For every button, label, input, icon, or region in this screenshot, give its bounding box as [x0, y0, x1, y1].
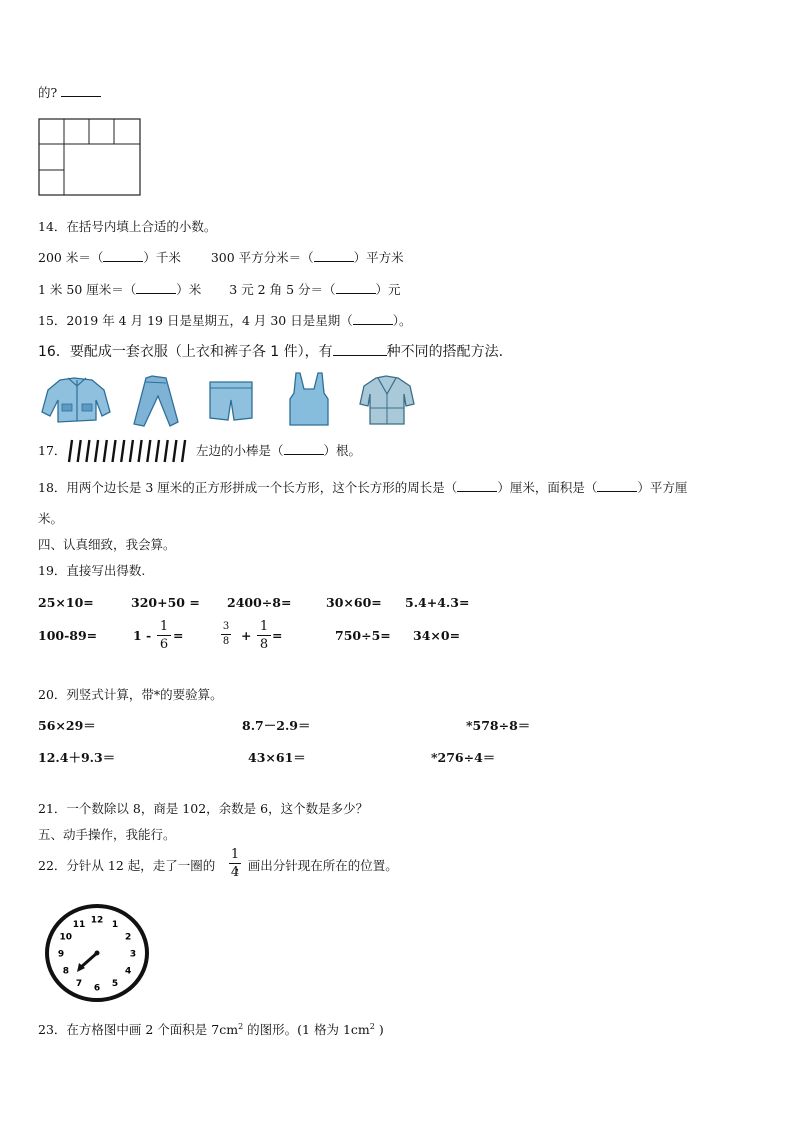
- calc-item: 25×10=: [38, 595, 94, 610]
- question-text: 23．在方格图中画 2 个面积是 7cm: [38, 1022, 239, 1038]
- jacket-image: [40, 374, 112, 426]
- clock-number: 6: [93, 983, 101, 994]
- clock-number: 3: [129, 949, 137, 960]
- question-16: [38, 343, 503, 360]
- fraction: [257, 619, 271, 652]
- fraction-denominator: 8: [259, 637, 269, 652]
- q14-item-c: 1 米 50 厘米＝（: [38, 282, 137, 297]
- question-text-mid: ）厘米，面积是（: [497, 480, 598, 495]
- calc-item: *578÷8＝: [466, 718, 531, 733]
- question-text: 16．要配成一套衣服（上衣和裤子各 1 件），有: [38, 344, 333, 360]
- sticks-image: [64, 437, 194, 465]
- calc-item: 5.4+4.3=: [405, 595, 470, 610]
- fraction-numerator: 1: [159, 619, 169, 634]
- question-17-number: 17．: [38, 443, 67, 458]
- fraction: [221, 621, 231, 648]
- question-text-end: 种不同的搭配方法.: [386, 344, 504, 360]
- calc-item: *276÷4＝: [431, 750, 496, 765]
- clock-number: 4: [125, 966, 132, 977]
- q14-item-b: 300 平方分米＝（: [210, 250, 314, 265]
- answer-blank[interactable]: [314, 250, 354, 262]
- question-14-title: 14．在括号内填上合适的小数。: [38, 219, 217, 234]
- question-18-line2: 米。: [38, 511, 64, 526]
- question-text-end: ，画出分针现在所在的位置。: [235, 858, 398, 873]
- superscript: 2: [369, 1022, 375, 1031]
- clock-number: 7: [75, 978, 83, 989]
- fraction-numerator: 3: [222, 621, 230, 632]
- calc-item: 34×0=: [413, 628, 461, 643]
- fraction-denominator: 6: [159, 637, 169, 652]
- clock-number: 5: [111, 978, 119, 989]
- answer-blank[interactable]: [336, 282, 376, 294]
- fraction: [229, 847, 241, 880]
- clock-number: 1: [111, 920, 119, 931]
- fraction-denominator: 4: [230, 865, 240, 880]
- fraction: [157, 619, 171, 652]
- fraction-numerator: 1: [259, 619, 269, 634]
- question-text-mid: 的图形。(1 格为 1cm: [243, 1022, 370, 1038]
- section-4-heading: 四、认真细致，我会算。: [38, 537, 176, 552]
- vest-image: [286, 371, 332, 427]
- question-text-end: ）根。: [323, 443, 362, 458]
- stick: [78, 440, 81, 462]
- stick: [139, 440, 142, 462]
- q14-item-b-unit: ）平方米: [353, 250, 404, 265]
- answer-blank[interactable]: [597, 480, 637, 492]
- q14-item-a: 200 米＝（: [38, 250, 104, 265]
- section-5-heading: 五、动手操作，我能行。: [38, 827, 176, 842]
- q14-item-d: 3 元 2 角 5 分＝（: [229, 282, 336, 297]
- stick: [113, 440, 116, 462]
- answer-blank[interactable]: [136, 282, 176, 294]
- calc-item: 100-89=: [38, 628, 98, 643]
- question-15: [38, 313, 412, 329]
- question-text: 22．分针从 12 起，走了一圈的: [38, 858, 216, 873]
- question-text-end: ）。: [392, 313, 412, 328]
- stick: [156, 440, 159, 462]
- stick: [165, 440, 168, 462]
- equals-sign: =: [272, 628, 283, 643]
- answer-blank[interactable]: [61, 84, 101, 97]
- clock-number: 12: [90, 915, 104, 926]
- question-text: 左边的小棒是（: [196, 443, 284, 458]
- clock-number: 10: [59, 932, 73, 943]
- question-14-row1: [38, 250, 404, 266]
- coat-image: [358, 374, 416, 428]
- trousers-image: [124, 374, 182, 428]
- question-text: 15．2019 年 4 月 19 日是星期五，4 月 30 日是星期（: [38, 313, 353, 328]
- clock-number: 8: [62, 966, 69, 977]
- calc-item: 56×29＝: [38, 718, 96, 733]
- fraction-numerator: 1: [230, 847, 240, 862]
- stick: [130, 440, 133, 462]
- calc-item: 1 -: [133, 628, 152, 643]
- answer-blank[interactable]: [284, 443, 324, 455]
- calc-item: 320+50 =: [131, 595, 200, 610]
- stick: [147, 440, 150, 462]
- question-22: [38, 858, 398, 874]
- calc-item: 8.7－2.9＝: [242, 718, 311, 733]
- calc-item: 12.4＋9.3＝: [38, 750, 116, 765]
- answer-blank[interactable]: [457, 480, 497, 492]
- equals-sign: =: [173, 628, 184, 643]
- calc-item: 43×61＝: [248, 750, 306, 765]
- superscript: 2: [238, 1022, 244, 1031]
- q14-item-a-unit: ）千米: [143, 250, 181, 265]
- stick: [95, 440, 98, 462]
- q14-item-d-unit: ）元: [375, 282, 401, 297]
- question-text-end: ): [374, 1022, 384, 1038]
- answer-blank[interactable]: [333, 343, 387, 356]
- q14-item-c-unit: ）米: [176, 282, 202, 297]
- question-14-row2: [38, 282, 401, 298]
- fraction-denominator: 8: [222, 636, 230, 647]
- answer-blank[interactable]: [353, 313, 393, 325]
- shorts-image: [206, 378, 256, 424]
- question-18: [38, 480, 687, 496]
- clock-number: 11: [72, 920, 86, 931]
- calc-item: 2400÷8=: [227, 595, 292, 610]
- stick: [182, 440, 185, 462]
- question-23: [38, 1019, 384, 1038]
- plus-sign: +: [241, 628, 252, 643]
- question-13-tail: [38, 84, 101, 101]
- question-21: 21．一个数除以 8，商是 102，余数是 6，这个数是多少？: [38, 801, 369, 816]
- stick: [121, 440, 124, 462]
- question-text-end: ）平方厘: [637, 480, 688, 495]
- clock-number: 2: [125, 932, 132, 943]
- clock-number: 9: [57, 949, 65, 960]
- question-text: 18．用两个边长是 3 厘米的正方形拼成一个长方形，这个长方形的周长是（: [38, 480, 458, 495]
- answer-blank[interactable]: [103, 250, 143, 262]
- stick: [173, 440, 176, 462]
- rectangle-grid-figure: [38, 118, 142, 196]
- clock-face[interactable]: [44, 903, 150, 1003]
- calc-item: 750÷5=: [335, 628, 391, 643]
- stick: [104, 440, 107, 462]
- question-17: [196, 443, 361, 459]
- stick: [69, 440, 72, 462]
- question-19-title: 19．直接写出得数.: [38, 563, 146, 578]
- calc-item: 30×60=: [326, 595, 382, 610]
- question-text: 的?: [38, 85, 58, 100]
- stick: [86, 440, 89, 462]
- question-20-title: 20．列竖式计算，带*的要验算。: [38, 687, 223, 702]
